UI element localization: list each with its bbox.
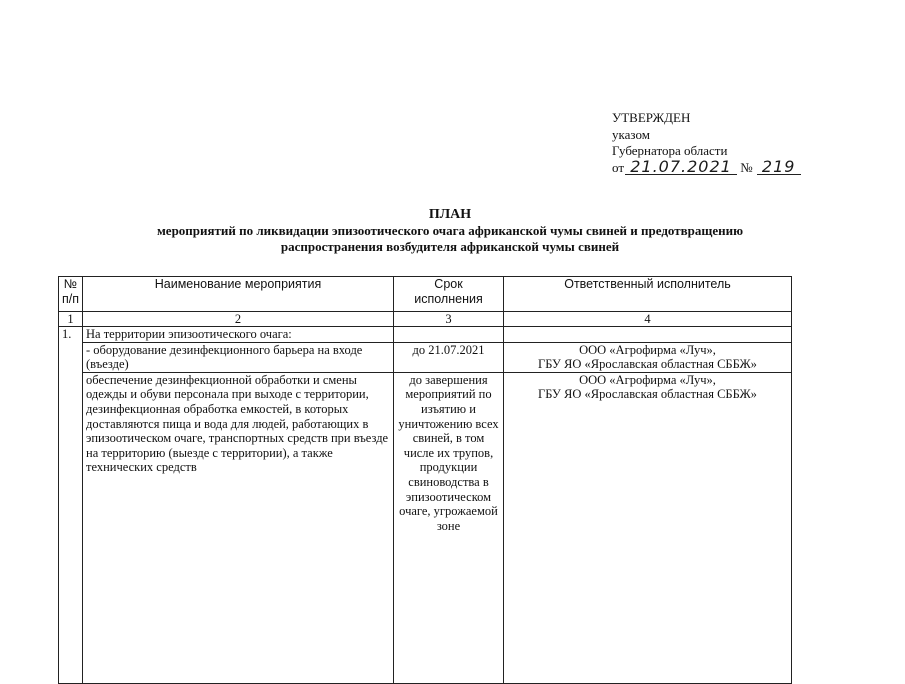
row-1-responsible — [504, 327, 792, 343]
row-2-term: до 21.07.2021 — [394, 342, 504, 372]
document-subtitle-line-1: мероприятий по ликвидации эпизоотического очага африканской чумы свиней и предотвращению — [156, 223, 744, 238]
plan-table — [58, 276, 792, 684]
document-title-block — [60, 206, 840, 254]
table-row — [59, 327, 792, 343]
approval-date-number-line — [612, 156, 801, 177]
header-num: № п/п — [59, 277, 83, 312]
handwritten-date: 21.07.2021 — [625, 160, 737, 175]
table-column-index-row — [59, 312, 792, 327]
row-1-term — [394, 327, 504, 343]
row-1-num: 1. — [59, 327, 83, 343]
table-row — [59, 342, 792, 372]
row-1-name: На территории эпизоотического очага: — [83, 327, 394, 343]
approval-line-decree: указом — [612, 126, 650, 142]
document-title: ПЛАН — [428, 207, 472, 222]
number-prefix: № — [740, 159, 753, 175]
column-index-4: 4 — [504, 312, 792, 327]
approval-line-governor: Губернатора области — [612, 143, 728, 158]
column-index-1: 1 — [59, 312, 83, 327]
row-3-name: обеспечение дезинфекционной обработки и смены одежды и обуви персонала при выходе с территории, дезинфекционная обработка емкостей, в которых доставляются пища и вода для людей, работающих в эпизоотическом очаге, транспортных средств при въезде на территорию (выезде с территории), а также технических средств — [83, 372, 394, 683]
table-header-row — [59, 277, 792, 312]
document-subtitle-line-2: распространения возбудителя африканской чумы свиней — [280, 238, 620, 254]
header-responsible: Ответственный исполнитель — [504, 277, 792, 312]
approval-heading: УТВЕРЖДЕН — [612, 110, 691, 125]
row-2-responsible: ООО «Агрофирма «Луч», ГБУ ЯО «Ярославская областная СББЖ» — [504, 342, 792, 372]
handwritten-number: 219 — [757, 160, 801, 175]
header-name: Наименование мероприятия — [83, 277, 394, 312]
row-3-num — [59, 372, 83, 683]
column-index-3: 3 — [394, 312, 504, 327]
row-3-term: до завершения мероприятий по изъятию и уничтожению всех свиней, в том числе их трупов, продукции свиноводства в эпизоотическом очаге, угрожаемой зоне — [394, 372, 504, 683]
header-term: Срок исполнения — [394, 277, 504, 312]
row-3-responsible: ООО «Агрофирма «Луч», ГБУ ЯО «Ярославская областная СББЖ» — [504, 372, 792, 683]
date-prefix: от — [612, 159, 625, 175]
column-index-2: 2 — [83, 312, 394, 327]
approval-stamp-block — [612, 110, 801, 176]
row-2-num — [59, 342, 83, 372]
table-row — [59, 372, 792, 683]
row-2-name: - оборудование дезинфекционного барьера на входе (въезде) — [83, 342, 394, 372]
